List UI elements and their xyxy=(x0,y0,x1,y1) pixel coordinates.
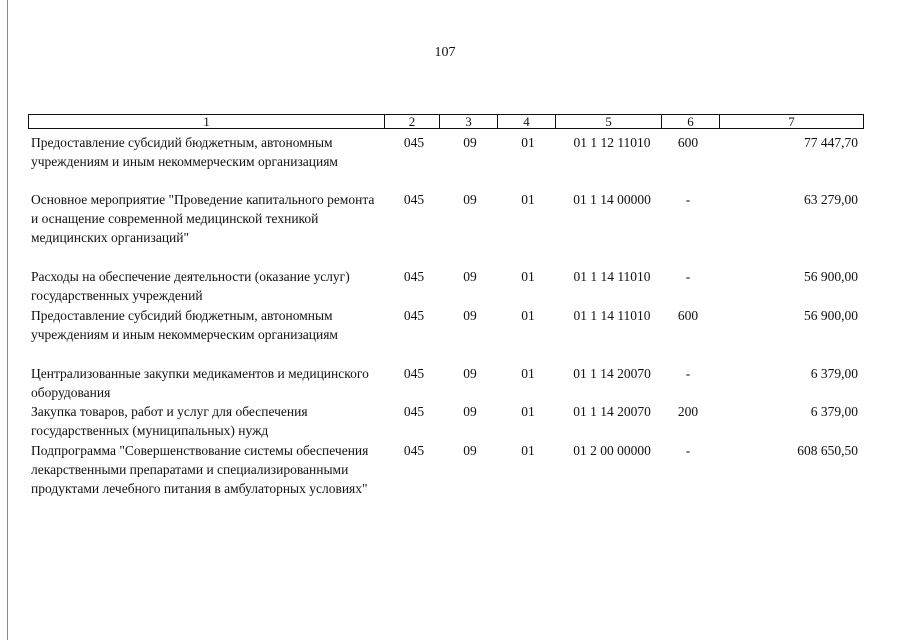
row-type: 200 xyxy=(677,404,699,419)
table-row xyxy=(28,441,864,521)
row-target: 01 1 14 11010 xyxy=(573,308,651,323)
row-subsection: 01 xyxy=(521,269,535,284)
row-code: 045 xyxy=(403,135,425,150)
row-name: Подпрограмма "Совершенствование системы обеспечения лекарственными препаратами и специализированными продуктами лечебного питания в амбулаторных условиях" xyxy=(31,443,369,496)
row-name: Закупка товаров, работ и услуг для обеспечения государственных (муниципальных) нужд xyxy=(31,404,308,438)
header-col-3: 3 xyxy=(440,115,498,128)
row-sum: 63 279,00 xyxy=(804,192,858,207)
header-col-6: 6 xyxy=(662,115,720,128)
row-name: Расходы на обеспечение деятельности (оказание услуг) государственных учреждений xyxy=(31,269,350,303)
row-subsection: 01 xyxy=(521,308,535,323)
row-sum: 56 900,00 xyxy=(804,308,858,323)
row-subsection: 01 xyxy=(521,404,535,419)
row-subsection: 01 xyxy=(521,443,535,458)
page-number: 107 xyxy=(434,45,456,60)
row-name: Основное мероприятие "Проведение капитального ремонта и оснащение современной медицинской техникой медицинских организаций" xyxy=(31,192,375,245)
row-section: 09 xyxy=(463,269,477,284)
row-sum: 77 447,70 xyxy=(804,135,858,150)
row-code: 045 xyxy=(403,192,425,207)
header-col-5: 5 xyxy=(556,115,662,128)
row-section: 09 xyxy=(463,192,477,207)
row-section: 09 xyxy=(463,404,477,419)
row-type: - xyxy=(685,192,691,207)
row-subsection: 01 xyxy=(521,135,535,150)
row-sum: 6 379,00 xyxy=(810,366,858,381)
row-sum: 6 379,00 xyxy=(810,404,858,419)
row-section: 09 xyxy=(463,308,477,323)
row-target: 01 1 14 11010 xyxy=(573,269,651,284)
row-target: 01 2 00 00000 xyxy=(573,443,651,458)
row-name: Предоставление субсидий бюджетным, автономным учреждениям и иным некоммерческим организациям xyxy=(31,135,338,169)
row-target: 01 1 14 20070 xyxy=(573,366,651,381)
table-row xyxy=(28,190,864,250)
row-subsection: 01 xyxy=(521,192,535,207)
row-section: 09 xyxy=(463,366,477,381)
row-type: 600 xyxy=(677,135,699,150)
header-col-2: 2 xyxy=(385,115,440,128)
row-sum: 608 650,50 xyxy=(797,443,858,458)
row-section: 09 xyxy=(463,443,477,458)
row-name: Предоставление субсидий бюджетным, автономным учреждениям и иным некоммерческим организациям xyxy=(31,308,338,342)
header-col-4: 4 xyxy=(498,115,556,128)
row-target: 01 1 14 00000 xyxy=(573,192,651,207)
row-type: 600 xyxy=(677,308,699,323)
table-row xyxy=(28,133,864,193)
row-type: - xyxy=(685,366,691,381)
row-target: 01 1 12 11010 xyxy=(573,135,651,150)
row-type: - xyxy=(685,443,691,458)
page-margin-line xyxy=(7,0,8,640)
row-name: Централизованные закупки медикаментов и медицинского оборудования xyxy=(31,366,369,400)
table-row xyxy=(28,306,864,366)
row-code: 045 xyxy=(403,366,425,381)
row-code: 045 xyxy=(403,443,425,458)
row-section: 09 xyxy=(463,135,477,150)
header-col-1: 1 xyxy=(29,115,385,128)
row-type: - xyxy=(685,269,691,284)
row-subsection: 01 xyxy=(521,366,535,381)
row-code: 045 xyxy=(403,269,425,284)
row-target: 01 1 14 20070 xyxy=(573,404,651,419)
row-code: 045 xyxy=(403,404,425,419)
table-header xyxy=(28,114,864,129)
header-col-7: 7 xyxy=(788,114,795,129)
row-code: 045 xyxy=(403,308,425,323)
row-sum: 56 900,00 xyxy=(804,269,858,284)
